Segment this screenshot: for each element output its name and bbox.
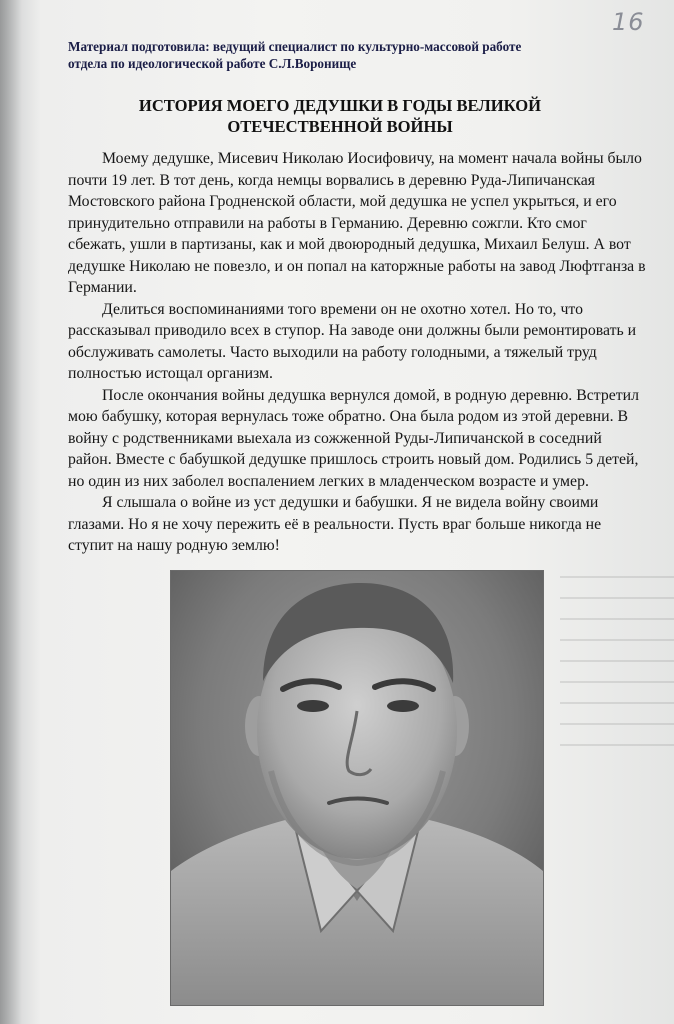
page-edge-shadow [0,0,22,1024]
author-line: Материал подготовила: ведущий специалист по культурно-массовой работе отдела по идеологической работе С.Л.Воронище [68,39,522,71]
portrait-photo [170,570,544,1006]
handwritten-page-number: 16 [612,8,645,36]
paragraph-4: Я слышала о войне из уст дедушки и бабушки. Я не видела войну своими глазами. Но я не хочу пережить её в реальности. Пусть враг больше никогда не ступит на нашу родную землю! [68,494,602,554]
bleed-through-text [560,560,674,750]
paragraph-1: Моему дедушке, Мисевич Николаю Иосифовичу, на момент начала войны было почти 19 лет. В тот день, когда немцы ворвались в деревню Руда-Липичанская Мостовского района Гродненской области, мой дедушка не успел укрыться, и его принудительно отправили на работы в Германию. Деревню сожгли. Кто смог сбежать, ушли в партизаны, как и мой двоюродный дедушка, Михаил Белуш. А вот дедушке Николаю не повезло, и он попал на каторжные работы на завод Люфтганза в Германии. [68,150,646,296]
article-body [68,148,648,557]
portrait-photo-icon [171,571,543,1005]
page-title: ИСТОРИЯ МОЕГО ДЕДУШКИ В ГОДЫ ВЕЛИКОЙ ОТЕЧЕСТВЕННОЙ ВОЙНЫ [138,96,542,136]
paragraph-3: После окончания войны дедушка вернулся домой, в родную деревню. Встретил мою бабушку, которая вернулась тоже обратно. Она была родом из этой деревни. В войну с родственниками выехала из сожженной Руды-Липичанской в соседний район. Вместе с бабушкой дедушке пришлось строить новый дом. Родились 5 детей, но один из них заболел воспалением легких в младенческом возрасте и умер. [68,386,639,490]
paragraph-2: Делиться воспоминаниями того времени он не охотно хотел. Но то, что рассказывал приводило всех в ступор. На заводе они должны были ремонтировать и обслуживать самолеты. Часто выходили на работу голодными, а тяжелый труд полностью истощал организм. [68,300,637,382]
